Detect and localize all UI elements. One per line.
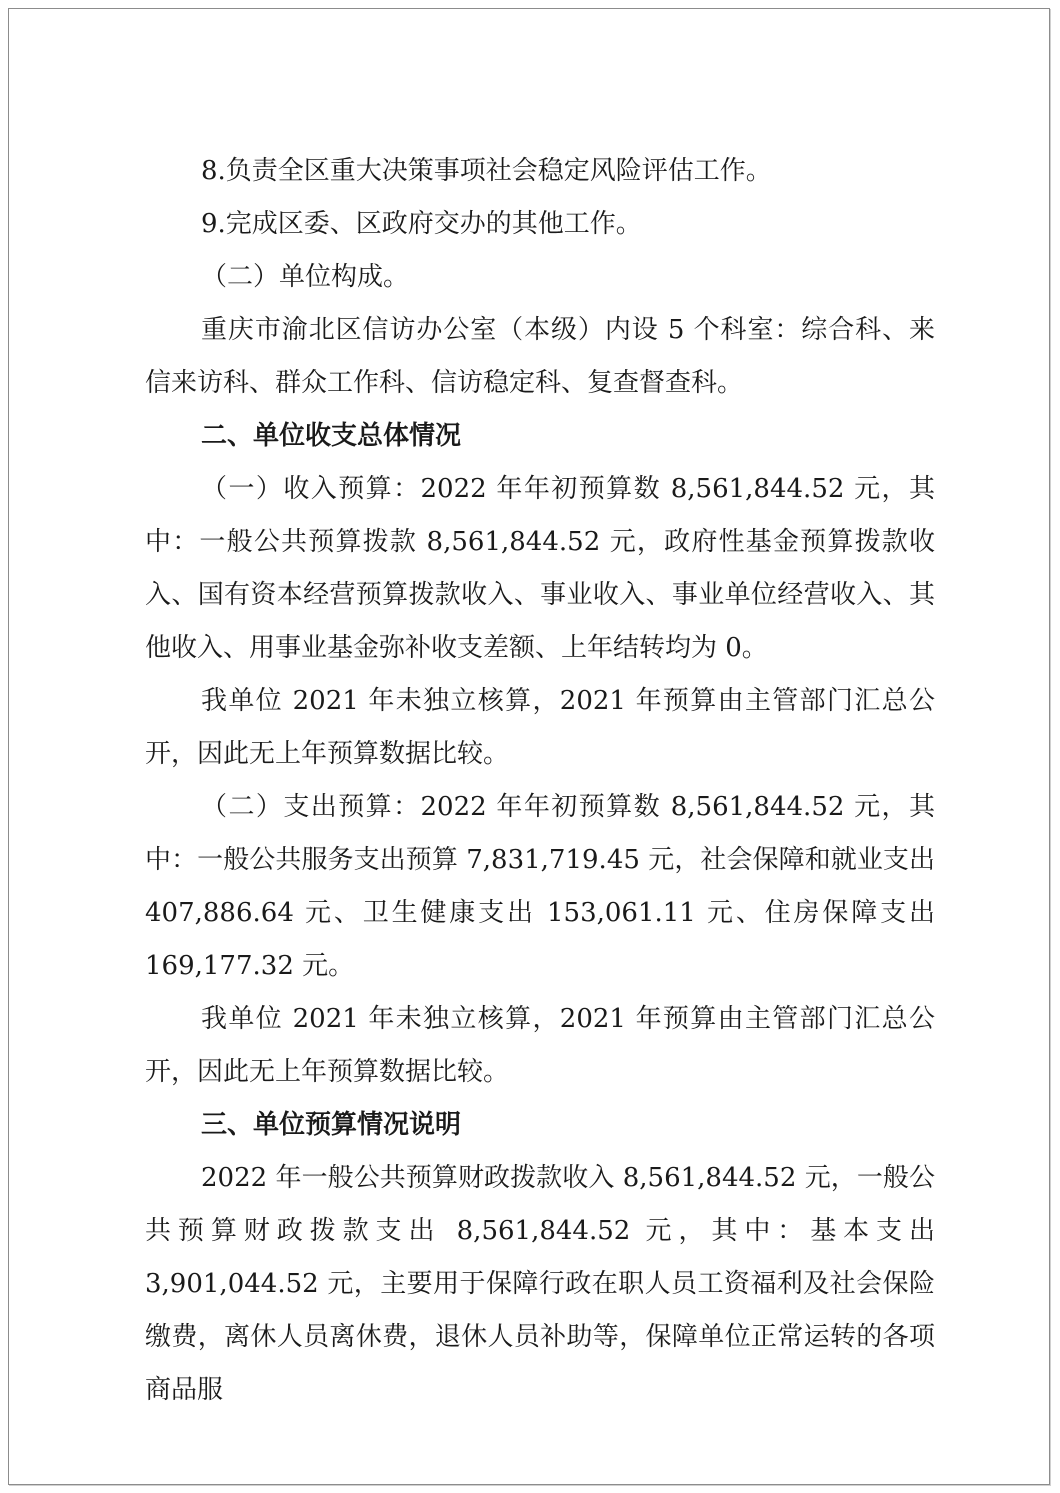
paragraph-unit-composition: 重庆市渝北区信访办公室（本级）内设 5 个科室：综合科、来信来访科、群众工作科、信访稳定科、复查督查科。 bbox=[145, 315, 935, 398]
paragraph-duty-9: 9.完成区委、区政府交办的其他工作。 bbox=[201, 209, 642, 239]
paragraph-expenditure-note: 我单位 2021 年未独立核算，2021 年预算由主管部门汇总公开，因此无上年预算数据比较。 bbox=[145, 1004, 935, 1087]
section-heading-budget-explanation: 三、单位预算情况说明 bbox=[201, 1110, 462, 1140]
section-heading-income-expenditure: 二、单位收支总体情况 bbox=[201, 421, 462, 451]
paragraph-duty-8: 8.负责全区重大决策事项社会稳定风险评估工作。 bbox=[201, 156, 772, 186]
paragraph-income-budget: （一）收入预算：2022 年年初预算数 8,561,844.52 元，其中：一般公共预算拨款 8,561,844.52 元，政府性基金预算拨款收入、国有资本经营预算拨款收入、事业收入、事业单位经营收入、其他收入、用事业基金弥补收支差额、上年结转均为 0。 bbox=[145, 474, 935, 663]
document-body bbox=[145, 145, 935, 1417]
paragraph-expenditure-budget: （二）支出预算：2022 年年初预算数 8,561,844.52 元，其中：一般公共服务支出预算 7,831,719.45 元，社会保障和就业支出 407,886.64 元、卫生健康支出 153,061.11 元、住房保障支出 169,177.32 元。 bbox=[145, 792, 935, 981]
paragraph-budget-explanation: 2022 年一般公共预算财政拨款收入 8,561,844.52 元，一般公共预算财政拨款支出 8,561,844.52 元，其中：基本支出 3,901,044.52 元，主要用于保障行政在职人员工资福利及社会保险缴费，离休人员离休费，退休人员补助等，保障单位正常运转的各项商品服 bbox=[145, 1163, 935, 1405]
paragraph-income-note: 我单位 2021 年未独立核算，2021 年预算由主管部门汇总公开，因此无上年预算数据比较。 bbox=[145, 686, 935, 769]
paragraph-unit-composition-title: （二）单位构成。 bbox=[201, 262, 410, 292]
document-page bbox=[8, 8, 1050, 1485]
